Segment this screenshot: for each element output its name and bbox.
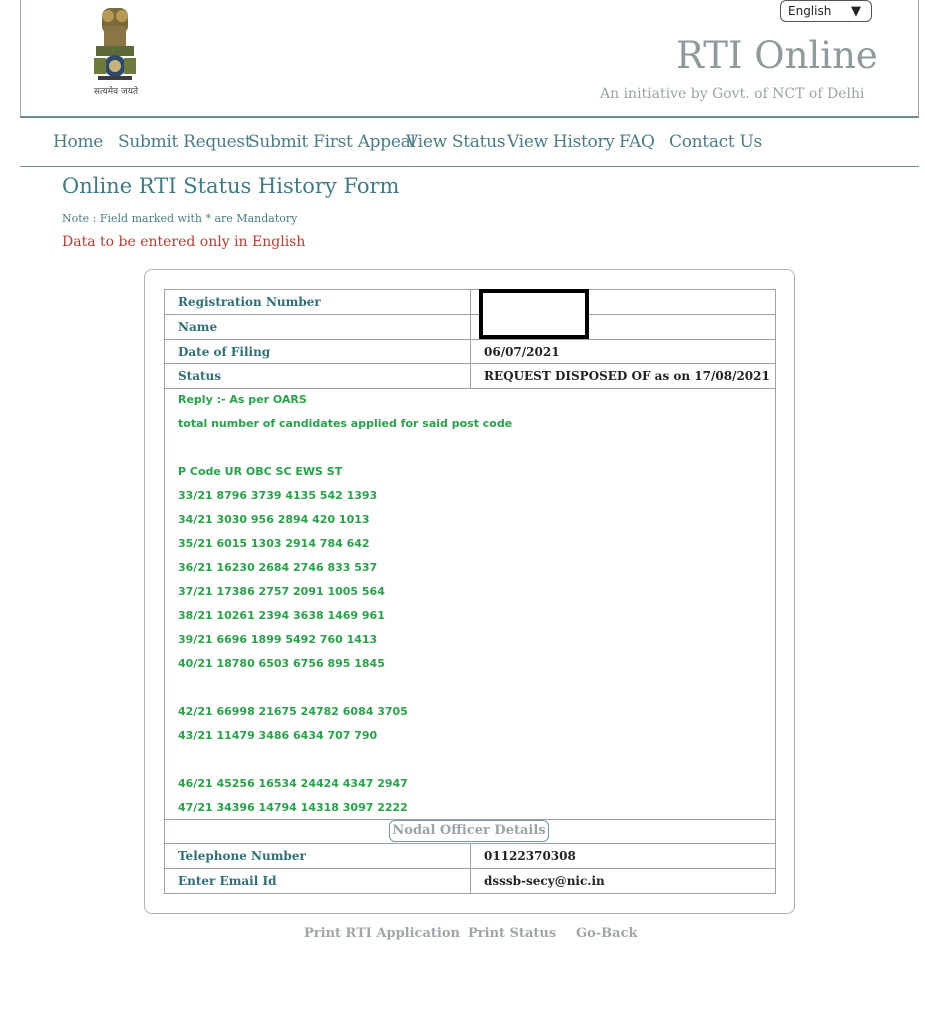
table-row — [165, 844, 776, 869]
national-emblem-icon — [80, 2, 150, 92]
reply-line: 33/21 8796 3739 4135 542 1393 — [178, 489, 378, 502]
redaction-box — [479, 289, 589, 339]
page-title: Online RTI Status History Form — [62, 174, 400, 198]
reply-line: total number of candidates applied for said post code — [178, 417, 513, 430]
reply-line: 39/21 6696 1899 5492 760 1413 — [178, 633, 378, 646]
date-of-filing-label: Date of Filing — [165, 340, 471, 364]
reply-line — [178, 440, 512, 464]
reply-line — [178, 752, 512, 776]
go-back-link[interactable]: Go-Back — [576, 926, 638, 941]
email-label: Enter Email Id — [165, 869, 471, 894]
mandatory-note: Note : Field marked with * are Mandatory — [62, 212, 298, 225]
site-subtitle: An initiative by Govt. of NCT of Delhi — [600, 86, 865, 102]
telephone-label: Telephone Number — [165, 844, 471, 869]
status-label: Status — [165, 364, 471, 389]
table-row — [165, 340, 776, 364]
nav-faq[interactable]: FAQ — [619, 132, 655, 152]
date-of-filing-value: 06/07/2021 — [471, 340, 776, 364]
main-nav — [20, 120, 919, 167]
language-select[interactable] — [780, 0, 872, 22]
language-value: English — [788, 4, 832, 18]
reply-line: 46/21 45256 16534 24424 4347 2947 — [178, 777, 408, 790]
reply-line: 35/21 6015 1303 2914 784 642 — [178, 537, 370, 550]
nav-view-status[interactable]: View Status — [406, 132, 506, 152]
reply-line: 37/21 17386 2757 2091 1005 564 — [178, 585, 385, 598]
table-row — [165, 364, 776, 389]
table-row — [165, 869, 776, 894]
nav-view-history[interactable]: View History — [507, 132, 615, 152]
reply-line: 47/21 34396 14794 14318 3097 2222 — [178, 801, 408, 814]
emblem-motto: सत्यमेव जयते — [93, 87, 139, 97]
reply-line: 34/21 3030 956 2894 420 1013 — [178, 513, 370, 526]
table-row — [165, 290, 776, 315]
reply-line: 40/21 18780 6503 6756 895 1845 — [178, 657, 385, 670]
nav-submit-first-appeal[interactable]: Submit First Appeal — [248, 132, 416, 152]
english-warning: Data to be entered only in English — [62, 234, 306, 250]
table-row — [165, 315, 776, 340]
reply-line: Reply :- As per OARS — [178, 393, 307, 406]
print-status-link[interactable]: Print Status — [468, 926, 557, 941]
telephone-value: 01122370308 — [471, 844, 776, 869]
status-value: REQUEST DISPOSED OF as on 17/08/2021 — [471, 364, 776, 389]
nav-submit-request[interactable]: Submit Request — [118, 132, 252, 152]
nav-home[interactable]: Home — [53, 132, 104, 152]
reply-line: 38/21 10261 2394 3638 1469 961 — [178, 609, 385, 622]
reply-line: P Code UR OBC SC EWS ST — [178, 465, 343, 478]
reply-line: 36/21 16230 2684 2746 833 537 — [178, 561, 378, 574]
triangle-down-icon: ▼ — [851, 4, 861, 19]
reply-line: 42/21 66998 21675 24782 6084 3705 — [178, 705, 408, 718]
print-rti-application-link[interactable]: Print RTI Application — [304, 926, 460, 941]
nodal-officer-details-button[interactable]: Nodal Officer Details — [389, 820, 549, 842]
reply-text — [178, 392, 512, 824]
email-value: dsssb-secy@nic.in — [471, 869, 776, 894]
site-title: RTI Online — [676, 34, 878, 77]
name-label: Name — [165, 315, 471, 340]
registration-label: Registration Number — [165, 290, 471, 315]
reply-line: 43/21 11479 3486 6434 707 790 — [178, 729, 378, 742]
reply-line — [178, 680, 512, 704]
nav-contact-us[interactable]: Contact Us — [669, 132, 762, 152]
